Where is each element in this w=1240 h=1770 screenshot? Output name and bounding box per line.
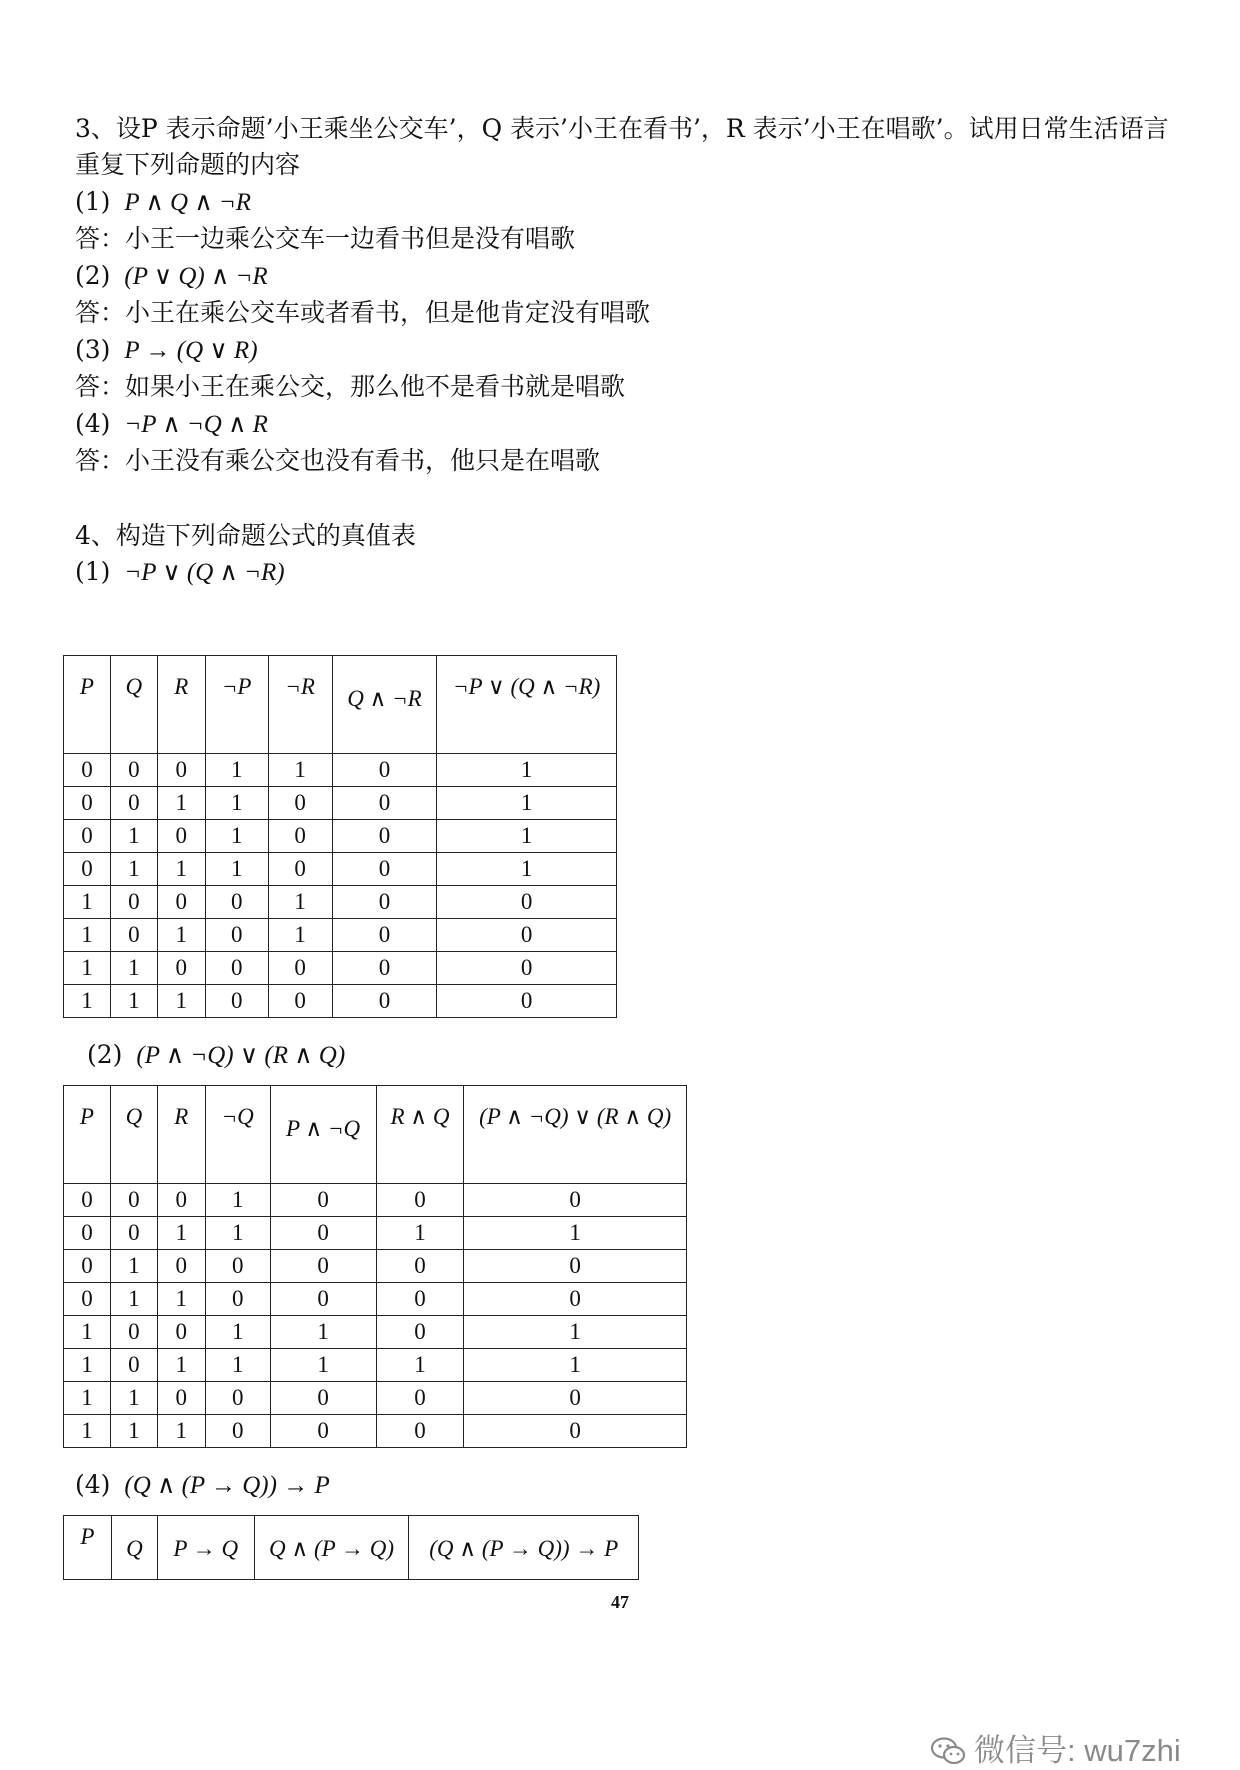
table-cell: 0 [268, 952, 332, 985]
table-row [64, 1283, 687, 1316]
table-cell: 1 [437, 853, 617, 886]
header-cell: Q [111, 1516, 157, 1580]
table-cell: 0 [157, 952, 205, 985]
q3-item-2: (2) (P ∨ Q) ∧ ¬R [75, 261, 268, 290]
table-cell: 1 [464, 1316, 687, 1349]
table-cell: 1 [110, 952, 157, 985]
table-1-caption: (1) ¬P ∨ (Q ∧ ¬R) [75, 557, 285, 586]
table-cell: 1 [270, 1349, 376, 1382]
table-cell: 1 [157, 1349, 205, 1382]
table-cell: 0 [157, 886, 205, 919]
table-row [64, 985, 617, 1018]
table-cell: 1 [157, 787, 205, 820]
table-row [64, 787, 617, 820]
table-3-caption: (4) (Q ∧ (P → Q)) → P [75, 1470, 330, 1499]
table-cell: 1 [110, 1415, 157, 1448]
table-cell: 1 [157, 919, 205, 952]
header-cell: P ∧ ¬Q [270, 1086, 376, 1184]
table-cell: 1 [157, 985, 205, 1018]
q3-line-2: 重复下列命题的内容 [75, 150, 301, 179]
table-cell: 0 [376, 1250, 464, 1283]
q3-answer-1: 答：小王一边乘公交车一边看书但是没有唱歌 [75, 224, 576, 253]
table-cell: 1 [205, 754, 268, 787]
table-row [64, 1250, 687, 1283]
table-cell: 0 [332, 952, 437, 985]
table-cell: 0 [110, 1217, 157, 1250]
table-cell: 0 [332, 820, 437, 853]
header-cell: P → Q [157, 1516, 254, 1580]
table-cell: 0 [376, 1316, 464, 1349]
table-cell: 0 [437, 985, 617, 1018]
header-cell: R [157, 1086, 205, 1184]
header-cell: (P ∧ ¬Q) ∨ (R ∧ Q) [464, 1086, 687, 1184]
table-cell: 0 [157, 1184, 205, 1217]
table-cell: 0 [64, 754, 111, 787]
q3-answer-4: 答：小王没有乘公交也没有看书，他只是在唱歌 [75, 446, 601, 475]
table-cell: 0 [437, 919, 617, 952]
header-cell: Q ∧ ¬R [332, 656, 437, 754]
table-cell: 1 [205, 787, 268, 820]
q3-item-4: (4) ¬P ∧ ¬Q ∧ R [75, 409, 268, 438]
table-cell: 0 [270, 1283, 376, 1316]
table-cell: 0 [270, 1184, 376, 1217]
table-cell: 0 [270, 1217, 376, 1250]
table-cell: 1 [157, 853, 205, 886]
table-cell: 0 [157, 820, 205, 853]
table-cell: 0 [157, 754, 205, 787]
table-cell: 0 [464, 1415, 687, 1448]
table-cell: 1 [64, 1316, 111, 1349]
table-cell: 1 [110, 853, 157, 886]
table-cell: 0 [437, 952, 617, 985]
table-cell: 0 [64, 1250, 111, 1283]
table-header-row [64, 656, 617, 754]
table-cell: 0 [64, 820, 111, 853]
table-cell: 0 [64, 1217, 111, 1250]
table-cell: 0 [270, 1382, 376, 1415]
table-cell: 1 [268, 754, 332, 787]
header-cell: ¬P [205, 656, 268, 754]
table-cell: 1 [110, 1283, 157, 1316]
header-cell: Q [110, 656, 157, 754]
table-cell: 0 [376, 1184, 464, 1217]
table-cell: 0 [157, 1316, 205, 1349]
wechat-icon [930, 1737, 966, 1765]
table-cell: 0 [64, 1283, 111, 1316]
header-cell: ¬P ∨ (Q ∧ ¬R) [437, 656, 617, 754]
table-cell: 0 [205, 919, 268, 952]
table-cell: 0 [205, 952, 268, 985]
table-cell: 1 [110, 985, 157, 1018]
table-cell: 1 [110, 1382, 157, 1415]
table-header-row [64, 1516, 639, 1580]
table-row [64, 820, 617, 853]
table-cell: 1 [268, 886, 332, 919]
page-number: 47 [611, 1592, 629, 1612]
table-row [64, 886, 617, 919]
q4-title: 4、构造下列命题公式的真值表 [75, 521, 416, 550]
table-cell: 1 [464, 1217, 687, 1250]
header-cell: R ∧ Q [376, 1086, 464, 1184]
table-cell: 0 [437, 886, 617, 919]
table-row [64, 1316, 687, 1349]
table-cell: 0 [110, 886, 157, 919]
table-cell: 1 [157, 1415, 205, 1448]
table-cell: 1 [205, 1217, 270, 1250]
table-cell: 0 [332, 787, 437, 820]
watermark-text: 微信号: wu7zhi [974, 1733, 1181, 1768]
table-cell: 1 [64, 1349, 111, 1382]
table-row [64, 952, 617, 985]
table-cell: 0 [157, 1250, 205, 1283]
table-cell: 1 [110, 1250, 157, 1283]
table-cell: 1 [64, 1415, 111, 1448]
table-cell: 0 [64, 853, 111, 886]
table-cell: 1 [376, 1217, 464, 1250]
header-cell: Q ∧ (P → Q) [254, 1516, 409, 1580]
table-cell: 1 [205, 853, 268, 886]
table-row [64, 853, 617, 886]
table-cell: 0 [205, 886, 268, 919]
table-cell: 0 [205, 1250, 270, 1283]
table-cell: 1 [376, 1349, 464, 1382]
table-cell: 1 [157, 1217, 205, 1250]
table-cell: 0 [270, 1250, 376, 1283]
table-cell: 1 [205, 1349, 270, 1382]
table-cell: 0 [376, 1382, 464, 1415]
table-row [64, 919, 617, 952]
table-cell: 1 [64, 985, 111, 1018]
q3-item-1: (1) P ∧ Q ∧ ¬R [75, 187, 252, 216]
table-cell: 0 [110, 754, 157, 787]
table-cell: 0 [205, 1382, 270, 1415]
table-cell: 0 [464, 1382, 687, 1415]
header-cell: ¬Q [205, 1086, 270, 1184]
table-row [64, 1349, 687, 1382]
q3-answer-3: 答：如果小王在乘公交，那么他不是看书就是唱歌 [75, 372, 626, 401]
table-cell: 0 [110, 1316, 157, 1349]
table-cell: 1 [268, 919, 332, 952]
header-cell: P [64, 1086, 111, 1184]
table-cell: 1 [437, 820, 617, 853]
q3-answer-2: 答：小王在乘公交车或者看书，但是他肯定没有唱歌 [75, 298, 651, 327]
truth-table-3 [63, 1515, 639, 1580]
table-cell: 0 [270, 1415, 376, 1448]
table-cell: 0 [110, 1349, 157, 1382]
header-cell: ¬R [268, 656, 332, 754]
table-row [64, 754, 617, 787]
table-cell: 1 [437, 754, 617, 787]
header-cell: P [64, 656, 111, 754]
table-row [64, 1217, 687, 1250]
table-cell: 1 [64, 1382, 111, 1415]
table-cell: 1 [205, 1184, 270, 1217]
table-cell: 0 [464, 1184, 687, 1217]
table-cell: 0 [376, 1283, 464, 1316]
table-cell: 0 [268, 853, 332, 886]
table-cell: 0 [205, 1415, 270, 1448]
table-2-caption: (2) (P ∧ ¬Q) ∨ (R ∧ Q) [87, 1040, 346, 1069]
header-cell: P [64, 1516, 112, 1580]
table-cell: 1 [64, 919, 111, 952]
table-cell: 1 [110, 820, 157, 853]
table-cell: 0 [64, 787, 111, 820]
table-cell: 0 [205, 985, 268, 1018]
table-cell: 1 [205, 1316, 270, 1349]
table-row [64, 1382, 687, 1415]
table-cell: 0 [332, 985, 437, 1018]
truth-table-2 [63, 1085, 687, 1448]
table-cell: 0 [332, 886, 437, 919]
header-cell: R [157, 656, 205, 754]
table-cell: 0 [376, 1415, 464, 1448]
table-cell: 0 [332, 754, 437, 787]
q3-item-3: (3) P → (Q ∨ R) [75, 335, 258, 364]
table-cell: 0 [110, 787, 157, 820]
table-cell: 0 [110, 919, 157, 952]
table-cell: 1 [64, 952, 111, 985]
table-row [64, 1184, 687, 1217]
table-cell: 0 [157, 1382, 205, 1415]
table-cell: 1 [157, 1283, 205, 1316]
table-cell: 0 [268, 820, 332, 853]
table-cell: 0 [332, 853, 437, 886]
header-cell: (Q ∧ (P → Q)) → P [409, 1516, 639, 1580]
table-cell: 0 [64, 1184, 111, 1217]
table-cell: 0 [110, 1184, 157, 1217]
truth-table-1 [63, 655, 617, 1018]
table-cell: 1 [64, 886, 111, 919]
table-cell: 1 [464, 1349, 687, 1382]
table-header-row [64, 1086, 687, 1184]
table-cell: 0 [268, 985, 332, 1018]
table-cell: 1 [205, 820, 268, 853]
table-cell: 0 [464, 1250, 687, 1283]
q3-line-1: 3、设P 表示命题’小王乘坐公交车’，Q 表示’小王在看书’，R 表示’小王在唱歌’。试用日常生活语言 [75, 114, 1169, 143]
watermark [930, 1725, 1181, 1770]
table-cell: 1 [270, 1316, 376, 1349]
table-cell: 0 [332, 919, 437, 952]
table-row [64, 1415, 687, 1448]
header-cell: Q [110, 1086, 157, 1184]
table-cell: 0 [205, 1283, 270, 1316]
table-cell: 0 [464, 1283, 687, 1316]
table-cell: 0 [268, 787, 332, 820]
table-cell: 1 [437, 787, 617, 820]
